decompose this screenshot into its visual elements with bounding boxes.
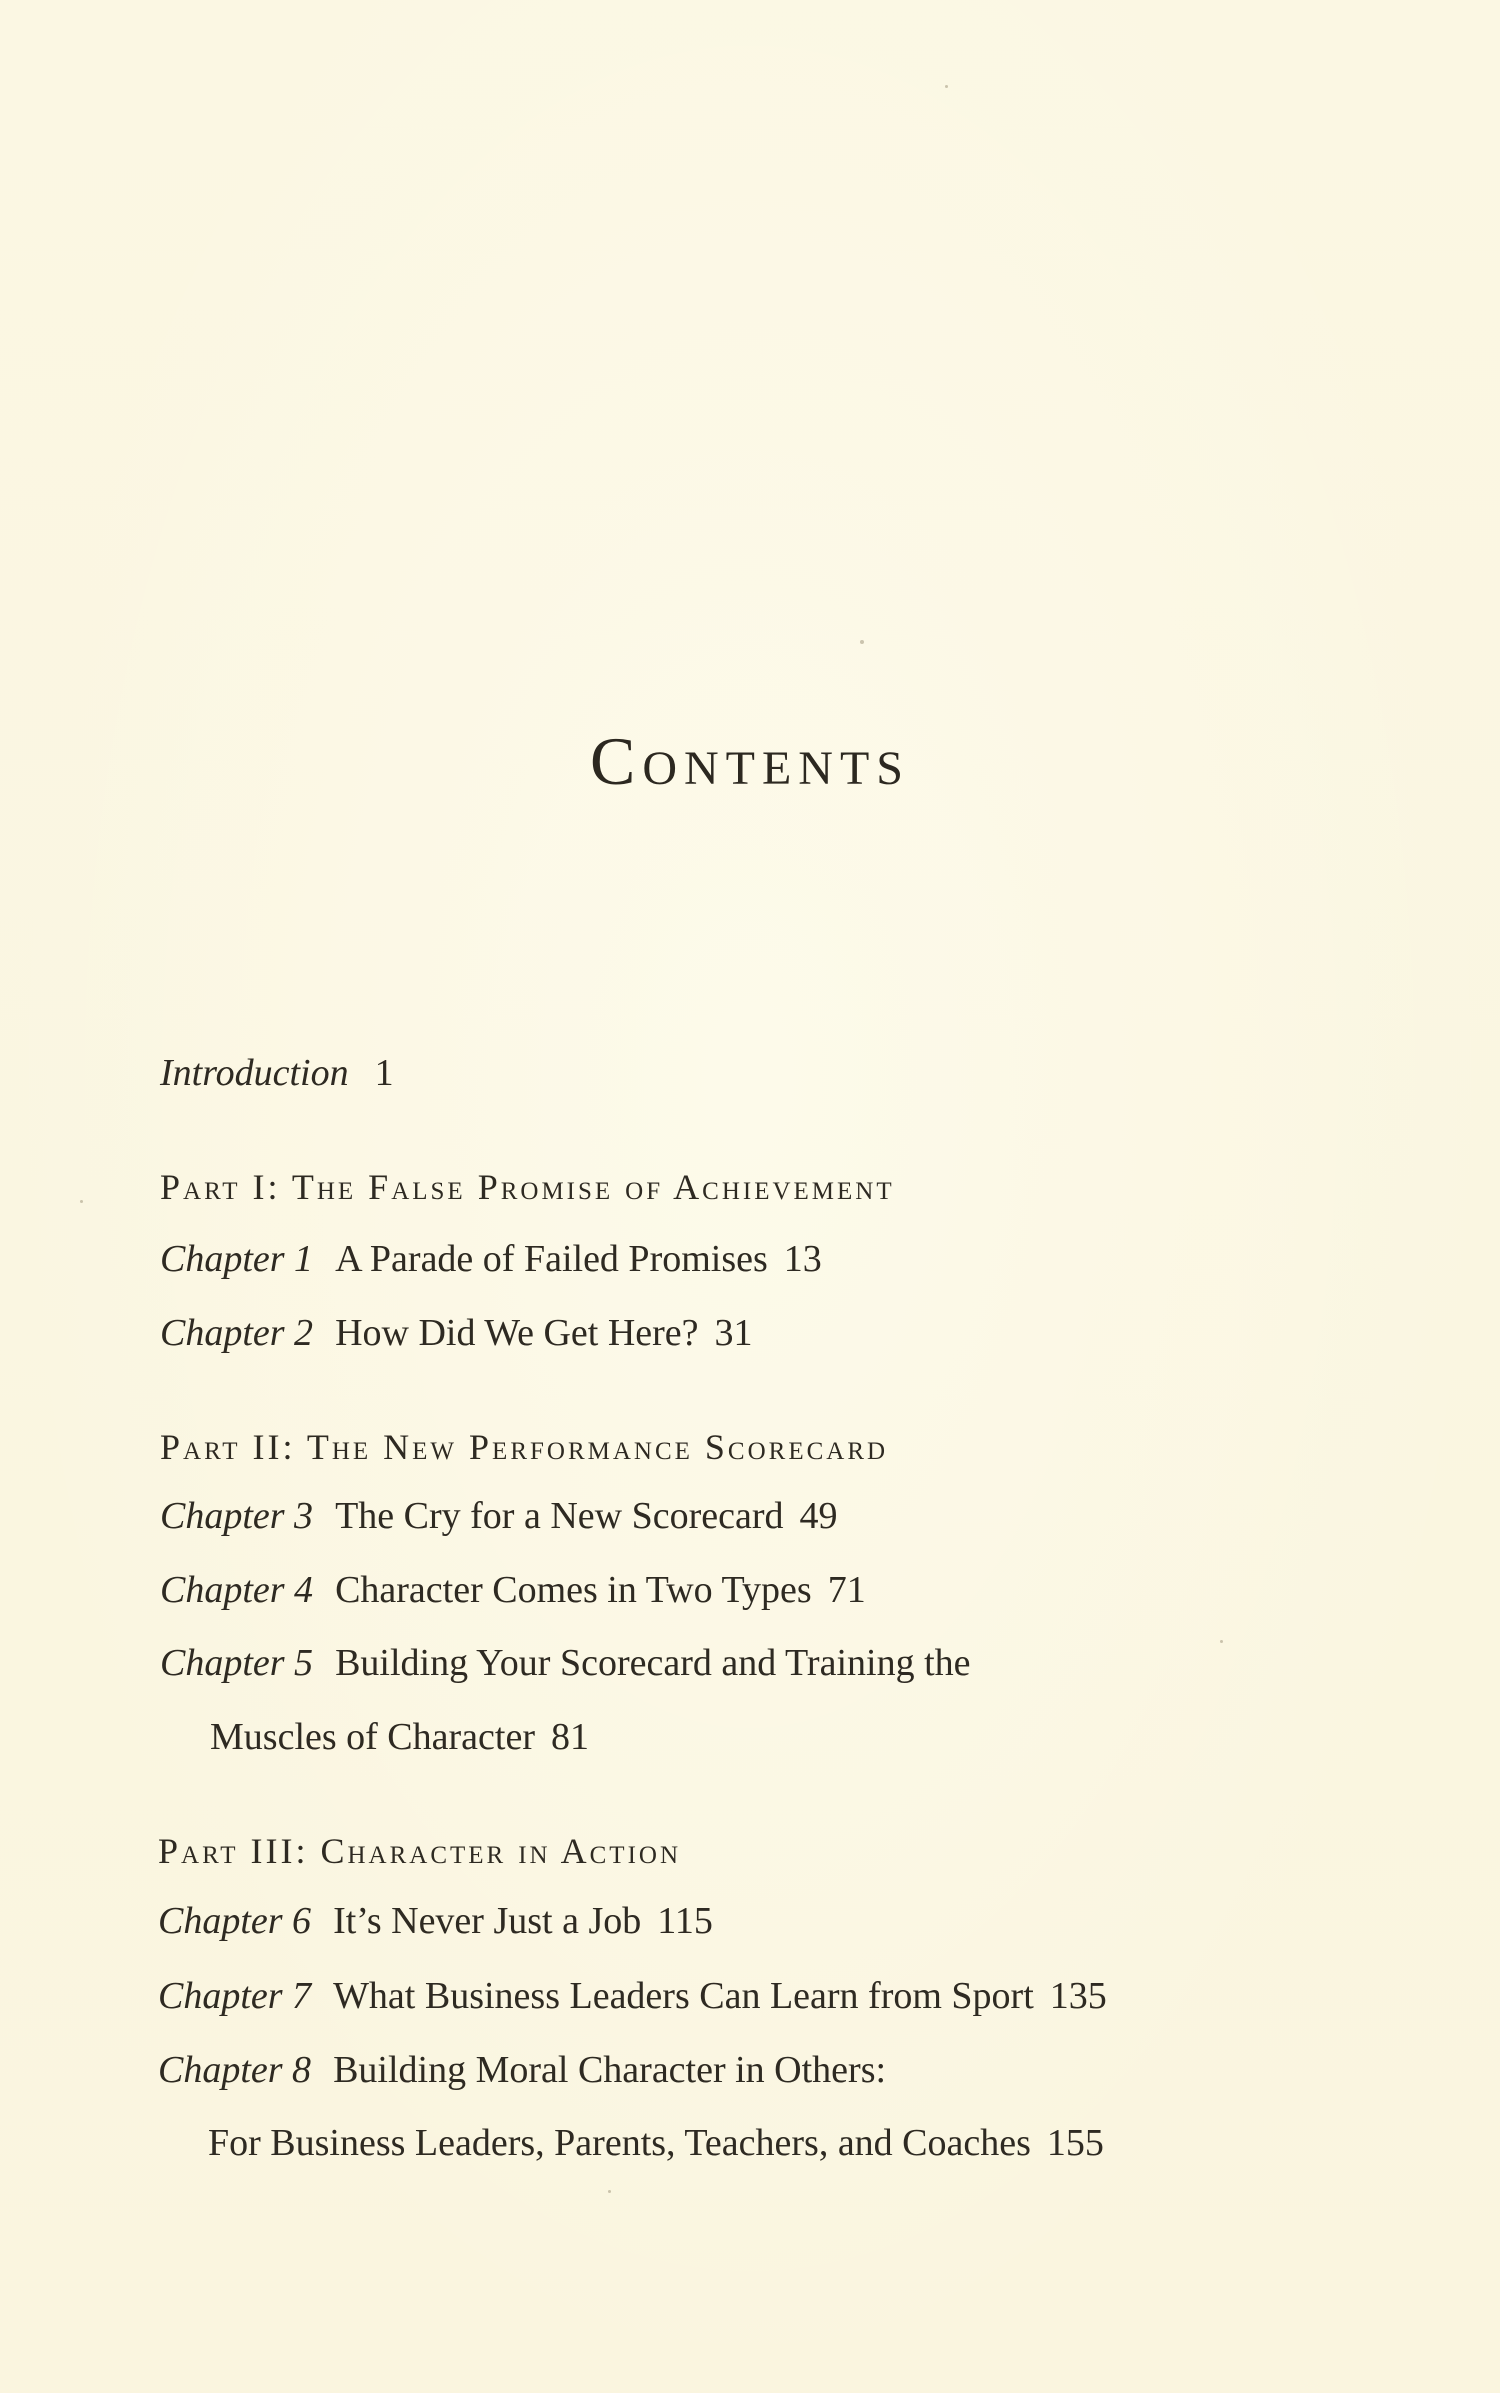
chapter-title: Building Moral Character in Others: [333, 2049, 887, 2091]
chapter-label: Chapter 2 [160, 1312, 314, 1354]
chapter-title: Building Your Scorecard and Training the [335, 1642, 971, 1684]
toc-chapter-2[interactable] [160, 1310, 753, 1356]
toc-chapter-7[interactable] [158, 1973, 1107, 2019]
paper-speck [945, 85, 948, 88]
chapter-title: What Business Leaders Can Learn from Sport [333, 1975, 1034, 2017]
toc-chapter-8[interactable] [158, 2047, 886, 2093]
page-title: Contents [589, 723, 910, 799]
toc-chapter-5-continued[interactable] [210, 1714, 589, 1760]
chapter-page: 71 [827, 1569, 866, 1611]
paper-speck [860, 640, 864, 644]
introduction-page: 1 [374, 1052, 394, 1094]
chapter-page: 135 [1049, 1975, 1107, 2017]
chapter-page: 81 [551, 1716, 589, 1758]
chapter-label: Chapter 8 [158, 2049, 312, 2091]
toc-chapter-1[interactable] [160, 1236, 822, 1282]
chapter-page: 13 [783, 1238, 822, 1280]
chapter-title: Character Comes in Two Types [335, 1569, 812, 1611]
paper-speck [608, 2190, 611, 2193]
chapter-label: Chapter 1 [160, 1238, 314, 1280]
toc-chapter-4[interactable] [160, 1567, 866, 1613]
chapter-page: 115 [657, 1900, 713, 1942]
chapter-title: A Parade of Failed Promises [335, 1238, 768, 1280]
chapter-page: 49 [799, 1495, 838, 1537]
part-heading: Part II: The New Performance Scorecard [160, 1427, 889, 1467]
chapter-title: It’s Never Just a Job [333, 1900, 642, 1942]
chapter-title-continued: For Business Leaders, Parents, Teachers, and Coaches [208, 2122, 1031, 2164]
chapter-title-continued: Muscles of Character [210, 1716, 535, 1758]
chapter-label: Chapter 5 [160, 1642, 314, 1684]
toc-chapter-5[interactable] [160, 1640, 971, 1686]
toc-introduction[interactable] [160, 1050, 394, 1096]
introduction-label: Introduction [160, 1052, 349, 1094]
toc-chapter-6[interactable] [158, 1898, 713, 1944]
paper-speck [1220, 1640, 1223, 1643]
toc-chapter-8-continued[interactable] [208, 2120, 1104, 2166]
chapter-label: Chapter 4 [160, 1569, 314, 1611]
part-heading: Part III: Character in Action [158, 1831, 681, 1871]
chapter-title: How Did We Get Here? [335, 1312, 699, 1354]
paper-speck [80, 1200, 83, 1203]
chapter-label: Chapter 3 [160, 1495, 314, 1537]
chapter-title: The Cry for a New Scorecard [335, 1495, 784, 1537]
chapter-page: 155 [1046, 2122, 1104, 2164]
part-heading: Part I: The False Promise of Achievement [160, 1167, 895, 1207]
toc-chapter-3[interactable] [160, 1493, 837, 1539]
chapter-label: Chapter 6 [158, 1900, 312, 1942]
chapter-label: Chapter 7 [158, 1975, 312, 2017]
chapter-page: 31 [714, 1312, 753, 1354]
